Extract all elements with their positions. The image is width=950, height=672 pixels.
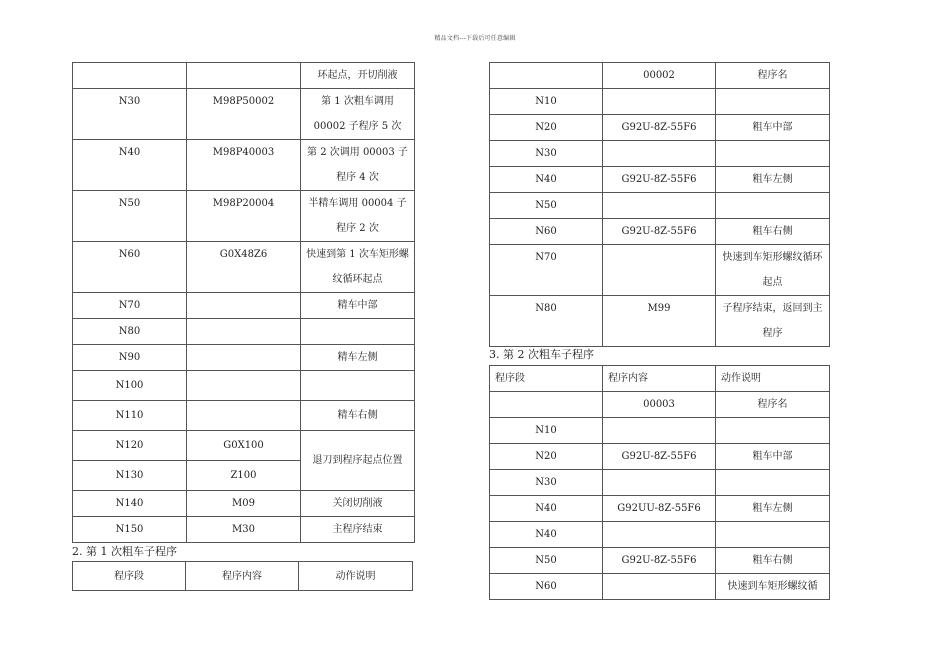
table-row <box>73 140 415 191</box>
cell-content: M98P20004 <box>187 191 301 242</box>
cell-segment: N140 <box>73 491 187 517</box>
cell-desc: 粗车左侧 <box>716 496 830 522</box>
cell-desc: 半精车调用 00004 子程序 2 次 <box>301 191 415 242</box>
cell-content <box>603 141 716 167</box>
page-header: 精品文档---下载后可任意编辑 <box>434 35 516 42</box>
cell-desc <box>301 319 415 345</box>
cell-content: G0X100 <box>187 431 301 461</box>
table-row <box>73 401 415 431</box>
cell-content: M99 <box>603 296 716 347</box>
cell-segment: N30 <box>73 89 187 140</box>
cell-content: M98P50002 <box>187 89 301 140</box>
cell-segment: N40 <box>490 522 603 548</box>
table-row <box>73 345 415 371</box>
cell-content <box>603 522 716 548</box>
cell-segment: N20 <box>490 115 603 141</box>
cell-content <box>187 401 301 431</box>
cell-segment: N110 <box>73 401 187 431</box>
table-row <box>73 191 415 242</box>
cell-content <box>187 371 301 401</box>
cell-segment: N130 <box>73 461 187 491</box>
table-row <box>490 167 830 193</box>
header-desc: 动作说明 <box>716 366 830 392</box>
cell-segment: N120 <box>73 431 187 461</box>
table-row <box>490 496 830 522</box>
cell-desc: 精车中部 <box>301 293 415 319</box>
cell-desc: 粗车右侧 <box>716 548 830 574</box>
cell-segment: N90 <box>73 345 187 371</box>
cell-content <box>603 89 716 115</box>
cell-desc: 主程序结束 <box>301 517 415 543</box>
cell-desc <box>716 141 830 167</box>
cell-segment: N150 <box>73 517 187 543</box>
cell-desc: 粗车右侧 <box>716 219 830 245</box>
cell-content <box>603 470 716 496</box>
cell-content: M09 <box>187 491 301 517</box>
cell-segment: N60 <box>73 242 187 293</box>
cell-content: G92U-8Z-55F6 <box>603 115 716 141</box>
section-3-title: 3. 第 2 次粗车子程序 <box>489 348 594 361</box>
cell-desc: 粗车中部 <box>716 444 830 470</box>
header-desc: 动作说明 <box>299 562 413 591</box>
cell-segment: N50 <box>73 191 187 242</box>
cell-segment <box>73 63 187 89</box>
table-row <box>490 470 830 496</box>
cell-content <box>187 345 301 371</box>
table-row <box>490 522 830 548</box>
table-row <box>73 89 415 140</box>
table-row <box>73 293 415 319</box>
cell-content: Z100 <box>187 461 301 491</box>
table-header-row <box>490 366 830 392</box>
cell-segment: N80 <box>73 319 187 345</box>
cell-segment: N40 <box>73 140 187 191</box>
table-row <box>490 392 830 418</box>
cell-segment: N80 <box>490 296 603 347</box>
cell-segment: N70 <box>490 245 603 296</box>
cell-desc: 关闭切削液 <box>301 491 415 517</box>
cell-segment: N10 <box>490 89 603 115</box>
cell-desc: 粗车中部 <box>716 115 830 141</box>
cell-content: G92U-8Z-55F6 <box>603 167 716 193</box>
cell-content: M98P40003 <box>187 140 301 191</box>
cell-segment <box>490 392 603 418</box>
section-2-header-table <box>72 561 413 591</box>
cell-desc <box>716 418 830 444</box>
cell-content: 00002 <box>603 63 716 89</box>
header-content: 程序内容 <box>186 562 299 591</box>
cell-desc: 环起点，开切削液 <box>301 63 415 89</box>
table-row <box>490 418 830 444</box>
cell-content <box>603 245 716 296</box>
cell-segment: N50 <box>490 548 603 574</box>
cell-desc: 快速到车矩形螺纹循环起点 <box>716 245 830 296</box>
cell-desc: 第 2 次调用 00003 子程序 4 次 <box>301 140 415 191</box>
cell-desc <box>301 371 415 401</box>
cell-content <box>603 418 716 444</box>
cell-content: G92U-8Z-55F6 <box>603 444 716 470</box>
table-row <box>490 219 830 245</box>
section-2-title: 2. 第 1 次粗车子程序 <box>72 545 177 558</box>
table-row <box>490 141 830 167</box>
header-segment: 程序段 <box>490 366 603 392</box>
table-row <box>490 296 830 347</box>
table-row <box>490 89 830 115</box>
cell-desc: 精车右侧 <box>301 401 415 431</box>
cell-desc: 程序名 <box>716 392 830 418</box>
cell-desc <box>716 193 830 219</box>
cell-desc: 粗车左侧 <box>716 167 830 193</box>
cell-segment <box>490 63 603 89</box>
table-row <box>490 548 830 574</box>
table-row <box>490 193 830 219</box>
cell-content: M30 <box>187 517 301 543</box>
cell-desc: 程序名 <box>716 63 830 89</box>
cell-desc: 第 1 次粗车调用 00002 子程序 5 次 <box>301 89 415 140</box>
cell-content <box>187 63 301 89</box>
cell-content <box>603 193 716 219</box>
cell-segment: N60 <box>490 219 603 245</box>
header-content: 程序内容 <box>603 366 716 392</box>
main-program-table <box>72 62 415 543</box>
table-row <box>73 491 415 517</box>
table-header-row <box>73 562 413 591</box>
table-row <box>73 63 415 89</box>
table-row <box>73 371 415 401</box>
header-segment: 程序段 <box>73 562 186 591</box>
cell-desc <box>716 522 830 548</box>
table-row <box>73 431 415 461</box>
cell-desc <box>716 89 830 115</box>
cell-segment: N40 <box>490 167 603 193</box>
cell-content <box>187 293 301 319</box>
table-row <box>490 574 830 600</box>
table-row <box>490 115 830 141</box>
cell-content: G0X48Z6 <box>187 242 301 293</box>
cell-content: G92UU-8Z-55F6 <box>603 496 716 522</box>
subprogram-00003-table <box>489 365 830 600</box>
cell-segment: N60 <box>490 574 603 600</box>
cell-desc: 快速到第 1 次车矩形螺纹循环起点 <box>301 242 415 293</box>
cell-segment: N100 <box>73 371 187 401</box>
cell-content <box>603 574 716 600</box>
cell-content: 00003 <box>603 392 716 418</box>
subprogram-00002-table <box>489 62 830 347</box>
table-row <box>73 517 415 543</box>
cell-content <box>187 319 301 345</box>
cell-segment: N40 <box>490 496 603 522</box>
cell-content: G92U-8Z-55F6 <box>603 548 716 574</box>
cell-segment: N20 <box>490 444 603 470</box>
cell-desc: 子程序结束，返回到主程序 <box>716 296 830 347</box>
cell-desc: 快速到车矩形螺纹循 <box>716 574 830 600</box>
cell-segment: N10 <box>490 418 603 444</box>
cell-segment: N30 <box>490 141 603 167</box>
cell-segment: N50 <box>490 193 603 219</box>
table-row <box>490 444 830 470</box>
table-row <box>73 242 415 293</box>
cell-segment: N30 <box>490 470 603 496</box>
table-row <box>490 63 830 89</box>
cell-segment: N70 <box>73 293 187 319</box>
cell-desc: 退刀到程序起点位置 <box>301 431 415 491</box>
table-row <box>73 319 415 345</box>
table-row <box>490 245 830 296</box>
cell-desc: 精车左侧 <box>301 345 415 371</box>
cell-desc <box>716 470 830 496</box>
cell-content: G92U-8Z-55F6 <box>603 219 716 245</box>
